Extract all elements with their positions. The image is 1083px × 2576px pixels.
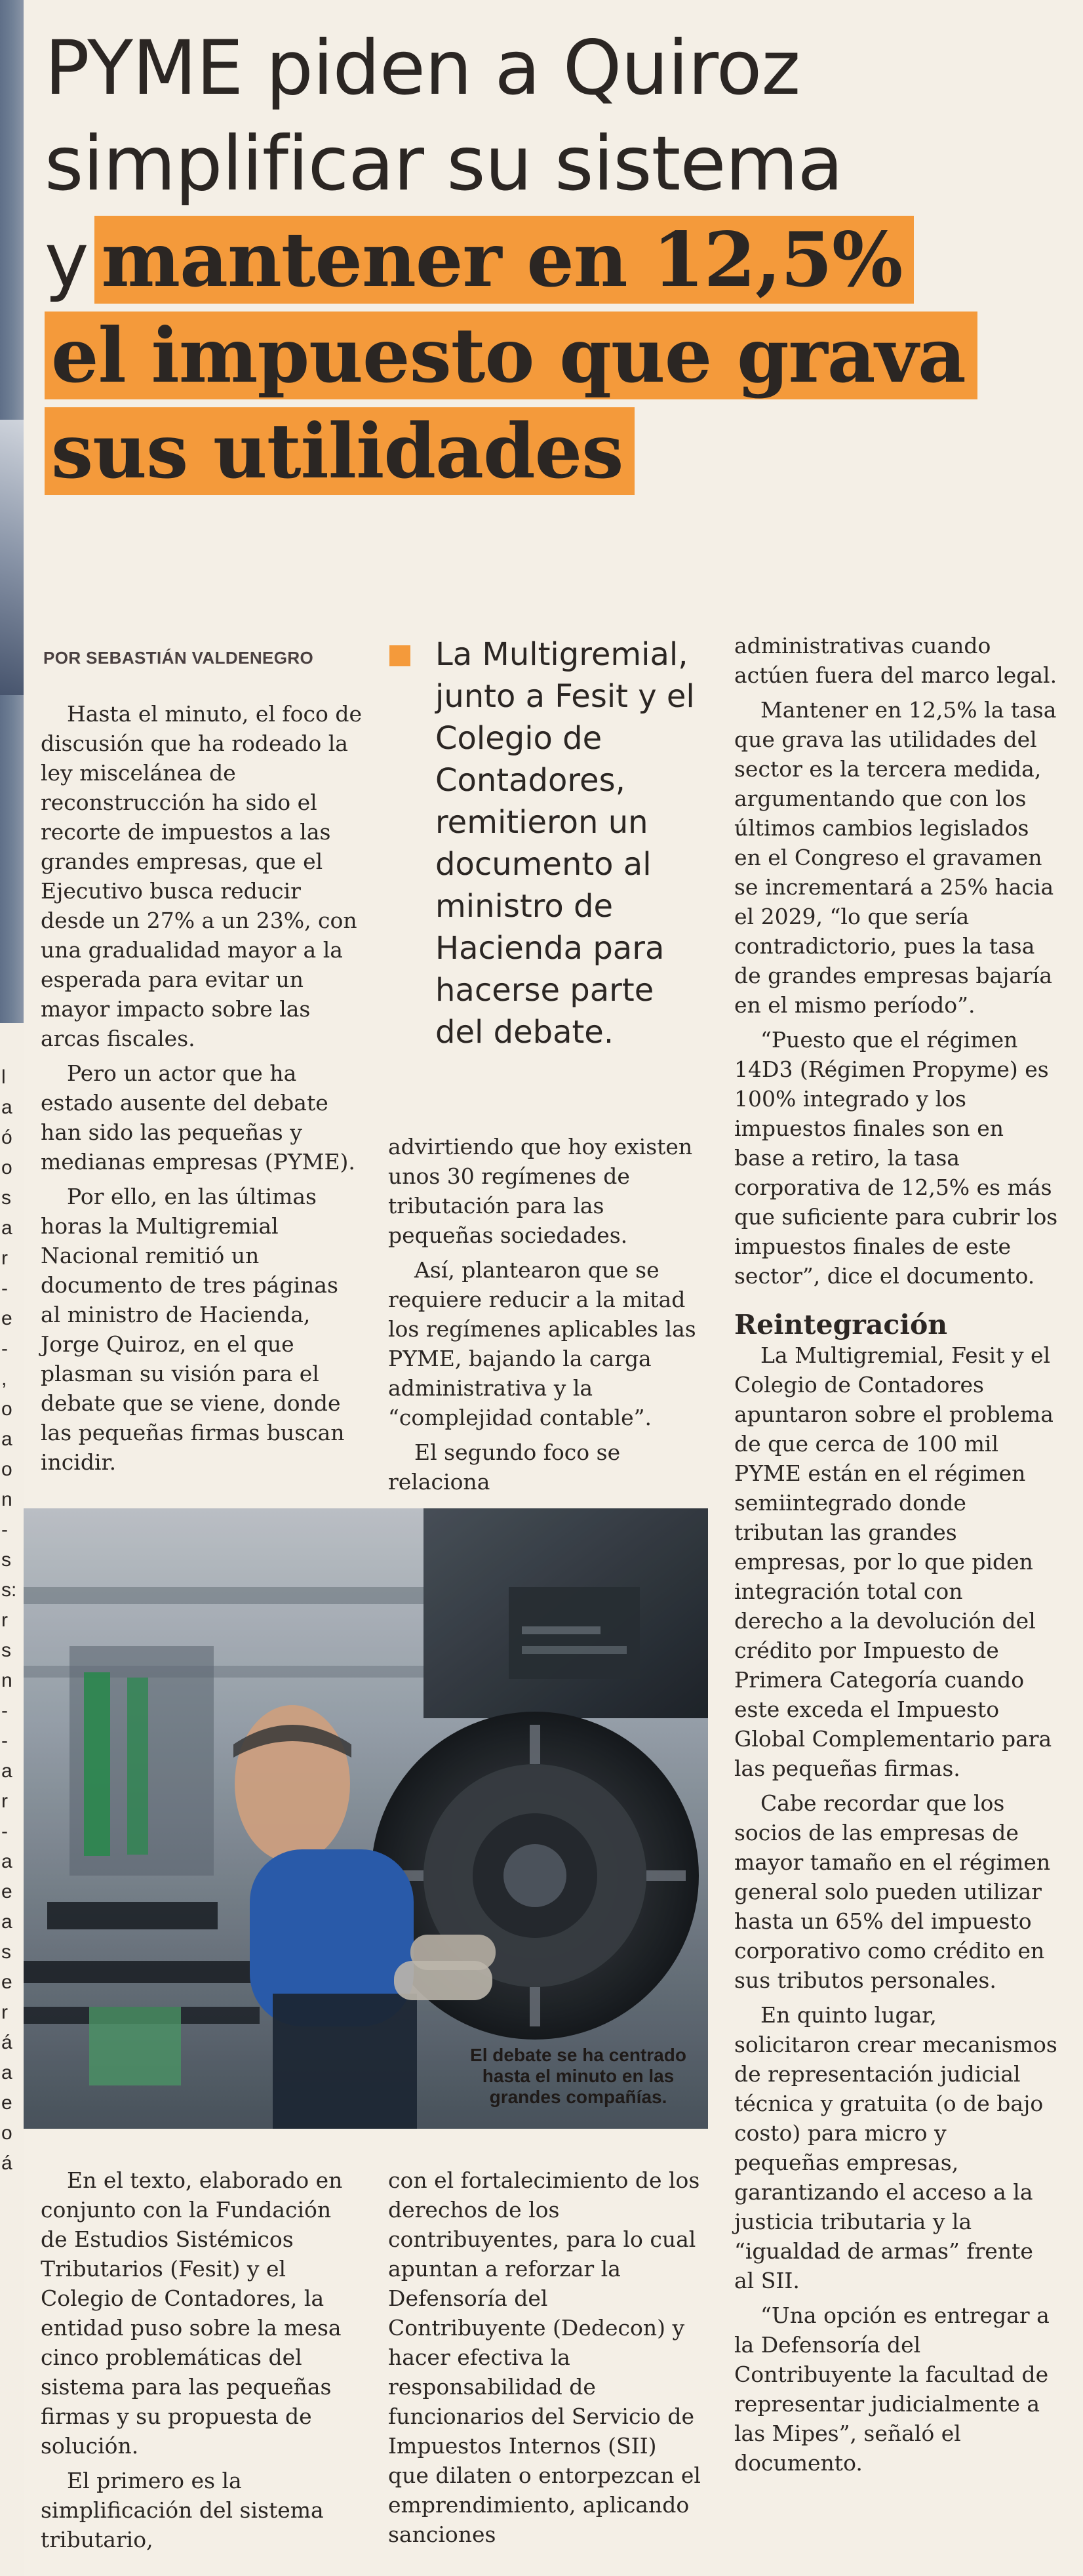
fragment: - (1, 1338, 8, 1359)
fragment: e (1, 1971, 12, 1993)
headline-line-2: simplificar su sistema (45, 120, 843, 207)
fragment: - (1, 1700, 8, 1721)
article-paragraph: El segundo foco se relaciona (388, 1439, 621, 1495)
article-paragraph: Mantener en 12,5% la tasa que grava las utilidades del sector es la tercera medida, argumentando que con los últimos cambios legislados en el Congreso el gravamen se incrementará a 25% hacia el 2029, “lo que sería contradictorio, pues la tasa de grandes empresas bajaría en el mismo período”. (734, 697, 1057, 1018)
headline-line-5 (45, 408, 635, 495)
section-subheading: Reintegración (734, 1309, 948, 1340)
fragment: r (1, 1247, 8, 1269)
pull-quote (389, 634, 699, 1053)
fragment: - (1, 1730, 8, 1752)
fragment: n (1, 1670, 12, 1691)
article-paragraph: Cabe recordar que los socios de las empresas de mayor tamaño en el régimen general solo pueden utilizar hasta un 65% del impuesto corporativo como crédito en sus tributos personales. (734, 1790, 1051, 1993)
fragment: s: (1, 1579, 17, 1601)
article-column-1-top (41, 699, 364, 1477)
article-column-2-bottom (388, 2165, 703, 2549)
fragment: , (1, 1368, 7, 1390)
article-paragraph: La Multigremial, Fesit y el Colegio de Contadores apuntaron sobre el problema de que cerca de 100 mil PYME están en el régimen semiintegrado donde tributan las grandes empresas, por lo que piden integración total con derecho a la devolución del crédito por Impuesto de Primera Categoría cuando este exceda el Impuesto Global Complementario para las pequeñas firmas. (734, 1342, 1053, 1781)
article-paragraph: advirtiendo que hoy existen unos 30 regímenes de tributación para las pequeñas sociedades. (388, 1134, 693, 1248)
headline-highlight-2: el impuesto que grava (45, 312, 977, 399)
article-paragraph: En quinto lugar, solicitaron crear mecanismos de representación judicial técnica y gratuita (o de bajo costo) para micro y pequeñas empresas, garantizando el acceso a la justicia tributaria y la “igualdad de armas” frente al SII. (734, 2002, 1057, 2293)
factory-worker-photo (24, 1508, 708, 2129)
article-column-1-bottom (41, 2165, 364, 2554)
orange-square-icon (389, 645, 410, 666)
fragment: r (1, 1790, 8, 1812)
article-paragraph: Por ello, en las últimas horas la Multigremial Nacional remitió un documento de tres páginas al ministro de Hacienda, Jorge Quiroz, en el que plasman su visión para el debate que se viene, donde las pequeñas firmas buscan incidir. (41, 1184, 345, 1475)
article-paragraph: Pero un actor que ha estado ausente del debate han sido las pequeñas y medianas empresas (PYME). (41, 1060, 355, 1175)
photo-caption: El debate se ha centrado hasta el minuto en las grandes compañías. (470, 2045, 686, 2107)
fragment: a (1, 2062, 12, 2083)
fragment: o (1, 2122, 12, 2144)
fragment: e (1, 1881, 12, 1902)
byline: POR SEBASTIÁN VALDENEGRO (43, 648, 314, 668)
fragment: l (1, 1066, 6, 1088)
fragment: a (1, 1760, 12, 1782)
fragment: - (1, 1278, 8, 1299)
article-paragraph: En el texto, elaborado en conjunto con la Fundación de Estudios Sistémicos Tributarios (Fesit) y el Colegio de Contadores, la entidad puso sobre la mesa cinco problemáticas del sistema para las pequeñas firmas y su propuesta de solución. (41, 2167, 343, 2459)
fragment: s (1, 1640, 11, 1661)
headline-highlight-3: sus utilidades (45, 407, 635, 495)
article-paragraph: El primero es la simplificación del sistema tributario, (41, 2468, 324, 2552)
fragment: a (1, 1851, 12, 1872)
article-paragraph: con el fortalecimiento de los derechos de los contribuyentes, para lo cual apuntan a reforzar la Defensoría del Contribuyente (Dedecon) y hacer efectiva la responsabilidad de funcionarios del Servicio de Impuestos Internos (SII) que dilaten o entorpezcan el emprendimiento, aplicando sanciones (388, 2167, 701, 2547)
fragment: n (1, 1489, 12, 1510)
fragment: o (1, 1157, 12, 1178)
fragment: s (1, 1549, 11, 1571)
fragment: e (1, 1308, 12, 1329)
fragment: o (1, 1459, 12, 1480)
fragment: o (1, 1398, 12, 1420)
adjacent-column-fragments (1, 1062, 21, 2179)
article-paragraph: administrativas cuando actúen fuera del marco legal. (734, 633, 1057, 688)
fragment: a (1, 1428, 12, 1450)
headline-line-4 (45, 312, 977, 399)
article-paragraph: “Una opción es entregar a la Defensoría del Contribuyente la facultad de representar judicialmente a las Mipes”, señaló el documento. (734, 2303, 1050, 2476)
headline-line-1: PYME piden a Quiroz (45, 24, 800, 111)
fragment: á (1, 2032, 12, 2053)
headline-highlight-1: mantener en 12,5% (94, 216, 914, 304)
fragment: - (1, 1821, 8, 1842)
fragment: á (1, 2152, 12, 2174)
fragment: e (1, 2092, 12, 2114)
pull-quote-text: La Multigremial, junto a Fesit y el Colegio de Contadores, remitieron un documento al ministro de Hacienda para hacerse parte del debate. (435, 636, 695, 1051)
article-paragraph: Así, plantearon que se requiere reducir a la mitad los regímenes aplicables las PYME, bajando la carga administrativa y la “complejidad contable”. (388, 1257, 696, 1430)
article-paragraph: Hasta el minuto, el foco de discusión que ha rodeado la ley miscelánea de reconstrucción ha sido el recorte de impuestos a las grandes empresas, que el Ejecutivo busca reducir desde un 27% a un 23%, con una gradualidad mayor a la esperada para evitar un mayor impacto sobre las arcas fiscales. (41, 701, 362, 1051)
headline-line-3-prefix: y (45, 216, 89, 304)
fragment: ó (1, 1127, 12, 1148)
article-column-3 (734, 631, 1058, 2478)
fragment: s (1, 1941, 11, 1963)
fragment: a (1, 1911, 12, 1933)
photo-illustration (24, 1508, 708, 2129)
article-paragraph: “Puesto que el régimen 14D3 (Régimen Propyme) es 100% integrado y los impuestos finales son en base a retiro, la tasa corporativa de 12,5% es más que suficiente para cubrir los impuestos finales de este sector”, dice el documento. (734, 1027, 1058, 1289)
fragment: - (1, 1519, 8, 1540)
fragment: r (1, 1609, 8, 1631)
fragment: s (1, 1187, 11, 1209)
fragment: a (1, 1097, 12, 1118)
headline-line-3 (45, 216, 914, 304)
fragment: r (1, 2002, 8, 2023)
adjacent-photo-edge (0, 0, 24, 1023)
fragment: a (1, 1217, 12, 1239)
article-column-2-top (388, 1132, 703, 1497)
